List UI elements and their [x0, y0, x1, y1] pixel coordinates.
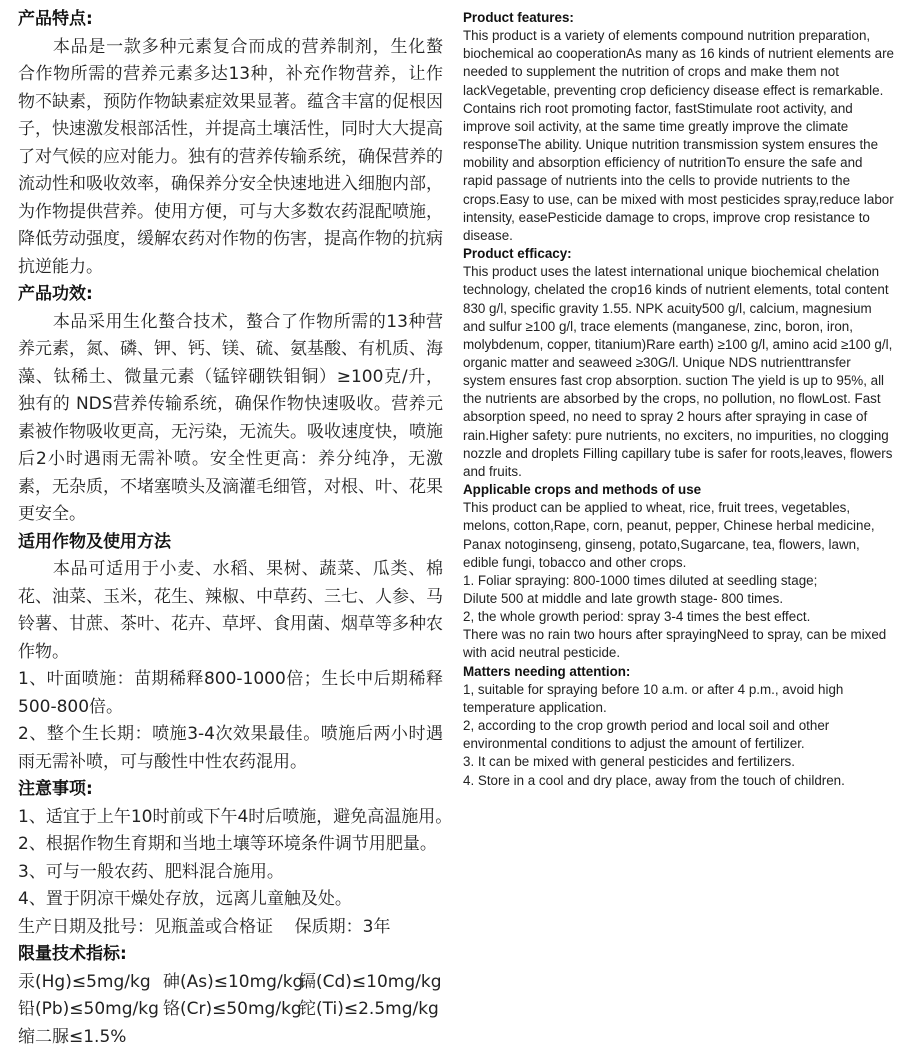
- notes-heading-zh: 注意事项:: [18, 776, 443, 804]
- limit-cr: 铬(Cr)≤50mg/kg: [163, 996, 299, 1024]
- limit-biuret: 缩二脲≤1.5%: [18, 1024, 443, 1051]
- note-item-en: 4. Store in a cool and dry place, away from the touch of children.: [463, 772, 895, 790]
- chinese-column: [18, 6, 443, 1051]
- efficacy-heading-zh: 产品功效:: [18, 281, 443, 309]
- production-info-zh: [18, 914, 443, 942]
- note-item-en: 2, according to the crop growth period and local soil and other environmental conditions to adjust the amount of fertilizer.: [463, 717, 895, 753]
- features-body-en: This product is a variety of elements compound nutrition preparation, biochemical ao cooperationAs many as 16 kinds of nutrient elements are needed to supplement the nutrition of crops and make them not lackVegetable, preventing crop deficiency disease effect is remarkable. Contains rich root promoting factor, fastStimulate root activity, and improve soil activity, at the same time greatly improve the climate responseThe ability. Unique nutrition transmission system ensures the mobility and absorption efficiency of nutritionTo ensure the safe and rapid passage of nutrients into the cells to provide nutrients to the crops.Easy to use, can be mixed with most pesticides spray,reduce labor intensity, easePesticide damage to crops, improve crop resistance to disease.: [463, 27, 895, 245]
- limits-row: [18, 969, 443, 997]
- features-heading-en: Product features:: [463, 9, 895, 27]
- usage-step-2b-en: There was no rain two hours after sprayingNeed to spray, can be mixed with acid neutral pesticide.: [463, 626, 895, 662]
- note-item-zh: 1、适宜于上午10时前或下午4时后喷施，避免高温施用。: [18, 804, 443, 832]
- note-item-zh: 2、根据作物生育期和当地土壤等环境条件调节用肥量。: [18, 831, 443, 859]
- limit-as: 砷(As)≤10mg/kg: [163, 969, 299, 997]
- usage-step-1b-en: Dilute 500 at middle and late growth stage- 800 times.: [463, 590, 895, 608]
- efficacy-body-zh: 本品采用生化螯合技术，螯合了作物所需的13种营养元素，氮、磷、钾、钙、镁、硫、氨基酸、有机质、海藻、钛稀土、微量元素（锰锌硼铁钼铜）≥100克/升，独有的 NDS营养传输系统，确保作物快速吸收。营养元素被作物吸收更高，无污染，无流失。吸收速度快，喷施后2小时遇雨无需补喷。安全性更高：养分纯净，无激素，无杂质，不堵塞喷头及滴灌毛细管，对根、叶、花果更安全。: [18, 309, 443, 529]
- usage-step-2-zh: 2、整个生长期：喷施3-4次效果最佳。喷施后两小时遇雨无需补喷，可与酸性中性农药混用。: [18, 721, 443, 776]
- limit-ti: 铊(Ti)≤2.5mg/kg: [299, 996, 439, 1024]
- efficacy-body-en: This product uses the latest international unique biochemical chelation technology, chelated the crop16 kinds of nutrient elements, total content 830 g/l, specific gravity 1.55. NPK acuity500 g/l, calcium, magnesium and sulfur ≥100 g/l, trace elements (manganese, zinc, boron, iron, molybdenum, copper, titanium)Rare earth) ≥100 g/l, amino acid ≥100 g/l, organic matter and seaweed ≥30G/l. Unique NDS nutrienttransfer system ensures fast crop absorption. suction The yield is up to 95%, all the nutrients are absorbed by the crops, no pollution, no flowLost. Fast absorption speed, no need to spray 2 hours after spraying in case of rain.Higher safety: pure nutrients, no exciters, no impurities, no clogging nozzle and droplets Filling capillary tube is safer for roots,leaves, flowers and fruits.: [463, 263, 895, 481]
- limit-hg: 汞(Hg)≤5mg/kg: [18, 969, 163, 997]
- features-heading-zh: 产品特点:: [18, 6, 443, 34]
- shelf-life-zh: 保质期：3年: [295, 917, 391, 937]
- features-body-zh: 本品是一款多种元素复合而成的营养制剂，生化螯合作物所需的营养元素多达13种，补充作物营养，让作物不缺素，预防作物缺素症效果显著。蕴含丰富的促根因子，快速激发根部活性，并提高土壤活性，同时大大提高了对气候的应对能力。独有的营养传输系统，确保营养的流动性和吸收效率，确保养分安全快速地进入细胞内部，为作物提供营养。使用方便，可与大多数农药混配喷施，降低劳动强度，缓解农药对作物的伤害，提高作物的抗病抗逆能力。: [18, 34, 443, 282]
- limit-pb: 铅(Pb)≤50mg/kg: [18, 996, 163, 1024]
- usage-step-1-zh: 1、叶面喷施：苗期稀释800-1000倍；生长中后期稀释500-800倍。: [18, 666, 443, 721]
- note-item-en: 3. It can be mixed with general pesticides and fertilizers.: [463, 753, 895, 771]
- limits-row: [18, 996, 443, 1024]
- usage-step-2a-en: 2, the whole growth period: spray 3-4 times the best effect.: [463, 608, 895, 626]
- usage-body-en: This product can be applied to wheat, rice, fruit trees, vegetables, melons, cotton,Rape, corn, peanut, pepper, Chinese herbal medicine, Panax notoginseng, ginseng, potato,Sugarcane, tea, flowers, lawn, edible fungi, tobacco and other crops.: [463, 499, 895, 572]
- note-item-en: 1, suitable for spraying before 10 a.m. or after 4 p.m., avoid high temperature application.: [463, 681, 895, 717]
- english-column: [463, 9, 895, 790]
- notes-heading-en: Matters needing attention:: [463, 663, 895, 681]
- note-item-zh: 3、可与一般农药、肥料混合施用。: [18, 859, 443, 887]
- usage-step-1a-en: 1. Foliar spraying: 800-1000 times diluted at seedling stage;: [463, 572, 895, 590]
- usage-heading-zh: 适用作物及使用方法: [18, 529, 443, 557]
- efficacy-heading-en: Product efficacy:: [463, 245, 895, 263]
- note-item-zh: 4、置于阴凉干燥处存放，远离儿童触及处。: [18, 886, 443, 914]
- usage-body-zh: 本品可适用于小麦、水稻、果树、蔬菜、瓜类、棉花、油菜、玉米，花生、辣椒、中草药、三七、人参、马铃薯、甘蔗、茶叶、花卉、草坪、食用菌、烟草等多种农作物。: [18, 556, 443, 666]
- usage-heading-en: Applicable crops and methods of use: [463, 481, 895, 499]
- limit-cd: 镉(Cd)≤10mg/kg: [299, 969, 442, 997]
- production-date-zh: 生产日期及批号：见瓶盖或合格证: [18, 917, 273, 937]
- limits-heading-zh: 限量技术指标:: [18, 941, 443, 969]
